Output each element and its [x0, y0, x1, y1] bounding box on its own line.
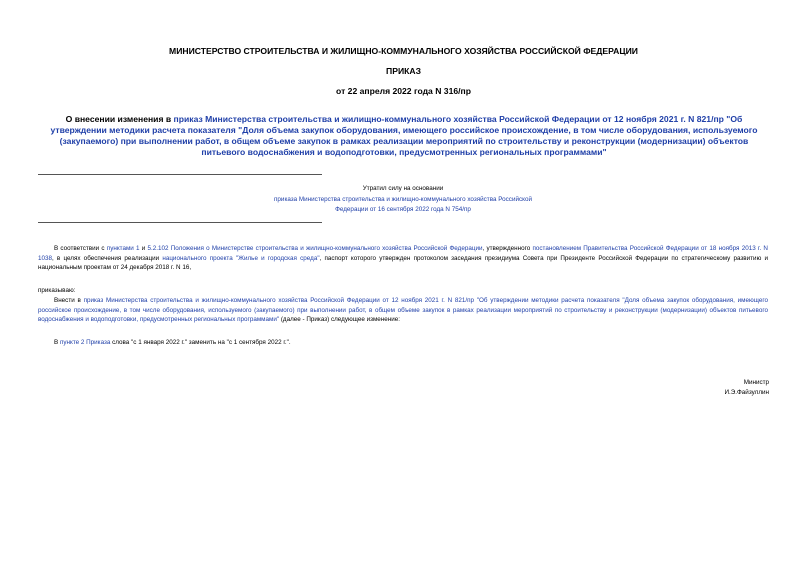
- link-government-decree[interactable]: постановлением Правительства Российской Федерации от 18 ноября 2013 г. N 1038: [38, 245, 768, 262]
- link-national-project[interactable]: национального проекта "Жилье и городская среда": [162, 254, 320, 262]
- link-order-821[interactable]: приказ Министерства строительства и жилищно-коммунального хозяйства Российской Федерации от 12 ноября 2021 г. N 821/пр "Об утверждении методики расчета показателя "Доля объема закупок оборудования, имеющего российское происхождение, в том числе оборудования, используемого (закупаемого) при выполнении работ, в общем объеме закупок в рамках реализации мероприятий по строительству и реконструкции (модернизации) объектов питьевого водоснабжения и водоподготовки, предусмотренных региональных программами": [38, 297, 769, 324]
- doc-type-heading: ПРИКАЗ: [386, 66, 421, 76]
- link-regulation[interactable]: 5.2.102 Положения о Министерстве строительства и жилищно-коммунального хозяйства Российской Федерации: [147, 245, 483, 252]
- link-clause-2[interactable]: пункте 2 Приказа: [59, 339, 111, 346]
- ministry-heading: МИНИСТЕРСТВО СТРОИТЕЛЬСТВА И ЖИЛИЩНО-КОММУНАЛЬНОГО ХОЗЯЙСТВА РОССИЙСКОЙ ФЕДЕРАЦИИ: [169, 46, 638, 56]
- document-title: [48, 114, 760, 158]
- title-prefix: О внесении изменения в: [65, 114, 174, 124]
- change-paragraph: В пункте 2 Приказа слова "с 1 января 2022 г." заменить на "с 1 сентября 2022 г.".: [54, 339, 291, 346]
- order-word: приказываю:: [38, 287, 76, 294]
- top-divider: [38, 174, 322, 175]
- signature-name: И.Э.Файзуллин: [724, 389, 769, 396]
- title-link[interactable]: приказ Министерства строительства и жилищно-коммунального хозяйства Российской Федерации от 12 ноября 2021 г. N 821/пр "Об утверждении методики расчета показателя "Доля объема закупок оборудования, имеющего российское происхождение, в том числе оборудования, используемого (закупаемого) при выполнении работ, в общем объеме закупок в рамках реализации мероприятий по строительству и реконструкции (модернизации) объектов питьевого водоснабжения и водоподготовки, предусмотренных региональных программами": [50, 114, 758, 157]
- status-note-text: Утратил силу на основании: [362, 185, 444, 192]
- signature-position: Министр: [743, 379, 769, 386]
- status-note-link[interactable]: приказа Министерства строительства и жилищно-коммунального хозяйства Российской Федерации от 16 сентября 2022 года N 754/пр: [274, 195, 532, 213]
- signature-block: [724, 378, 769, 398]
- amend-paragraph: Внести в приказ Министерства строительства и жилищно-коммунального хозяйства Российской Федерации от 12 ноября 2021 г. N 821/пр "Об утверждении методики расчета показателя "Доля объема закупок оборудования, имеющего российское происхождение, в том числе оборудования, используемого (закупаемого) при выполнении работ, в общем объеме закупок в рамках реализации мероприятий по строительству и реконструкции (модернизации) объектов питьевого водоснабжения и водоподготовки, предусмотренных региональных программами" (далее - Приказ) следующее изменение:: [38, 297, 769, 324]
- status-note: [230, 184, 576, 216]
- link-clause-1[interactable]: пунктами 1: [106, 245, 140, 252]
- date-number-heading: от 22 апреля 2022 года N 316/пр: [336, 86, 471, 96]
- bottom-divider: [38, 222, 322, 223]
- preamble-paragraph: В соответствии с пунктами 1 и 5.2.102 Положения о Министерстве строительства и жилищно-коммунального хозяйства Российской Федерации, утвержденного постановлением Правительства Российской Федерации от 18 ноября 2013 г. N 1038, в целях обеспечения реализации национального проекта "Жилье и городская среда", паспорт которого утвержден протоколом заседания президиума Совета при Президенте Российской Федерации по стратегическому развитию и национальным проектам от 24 декабря 2018 г. N 16,: [38, 245, 768, 272]
